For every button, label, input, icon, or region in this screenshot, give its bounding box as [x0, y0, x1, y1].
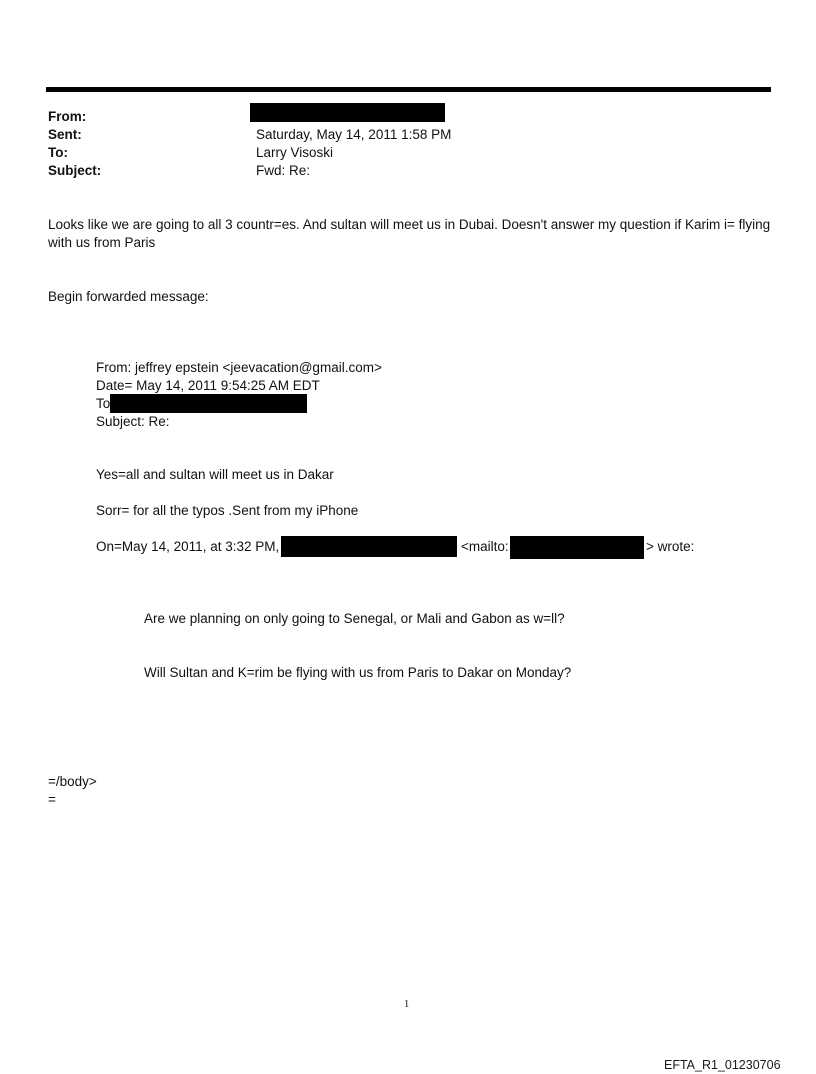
to-label: To: — [48, 145, 68, 160]
forwarded-from-line: From: jeffrey epstein <jeevacation@gmail.com> — [96, 360, 382, 375]
page-number: 1 — [404, 999, 410, 1010]
message-body-line-1: Looks like we are going to all 3 countr=es. And sultan will meet us in Dubai. Doesn't answer my question if Karim i= flying — [48, 217, 771, 232]
document-id: EFTA_R1_01230706 — [664, 1058, 781, 1072]
reply-line-2: Sorr= for all the typos .Sent from my iPhone — [96, 503, 359, 518]
begin-forwarded-label: Begin forwarded message: — [48, 289, 209, 304]
sent-value: Saturday, May 14, 2011 1:58 PM — [256, 127, 452, 142]
redacted-sender-name — [281, 536, 457, 557]
subject-value: Fwd: Re: — [256, 163, 311, 178]
quoted-line-2: Will Sultan and K=rim be flying with us from Paris to Dakar on Monday? — [144, 665, 572, 680]
redacted-forwarded-to — [110, 394, 307, 413]
sent-label: Sent: — [48, 127, 82, 142]
body-tag-remnant: =/body> — [48, 774, 97, 789]
reply-line-1: Yes=all and sultan will meet us in Dakar — [96, 467, 334, 482]
header-divider — [46, 87, 771, 92]
mailto-text: <mailto: — [461, 539, 509, 554]
from-label: From: — [48, 109, 87, 124]
message-body-line-2: with us from Paris — [48, 235, 156, 250]
forwarded-date-line: Date= May 14, 2011 9:54:25 AM EDT — [96, 378, 320, 393]
quoted-line-1: Are we planning on only going to Senegal, or Mali and Gabon as w=ll? — [144, 611, 565, 626]
on-date-prefix: On=May 14, 2011, at 3:32 PM, — [96, 539, 280, 554]
equals-remnant: = — [48, 792, 56, 807]
to-value: Larry Visoski — [256, 145, 334, 160]
wrote-text: > wrote: — [646, 539, 695, 554]
forwarded-to-prefix: To — [96, 396, 111, 411]
redacted-from-address — [250, 103, 445, 122]
subject-label: Subject: — [48, 163, 102, 178]
forwarded-subject-line: Subject: Re: — [96, 414, 170, 429]
redacted-sender-email — [510, 536, 644, 559]
